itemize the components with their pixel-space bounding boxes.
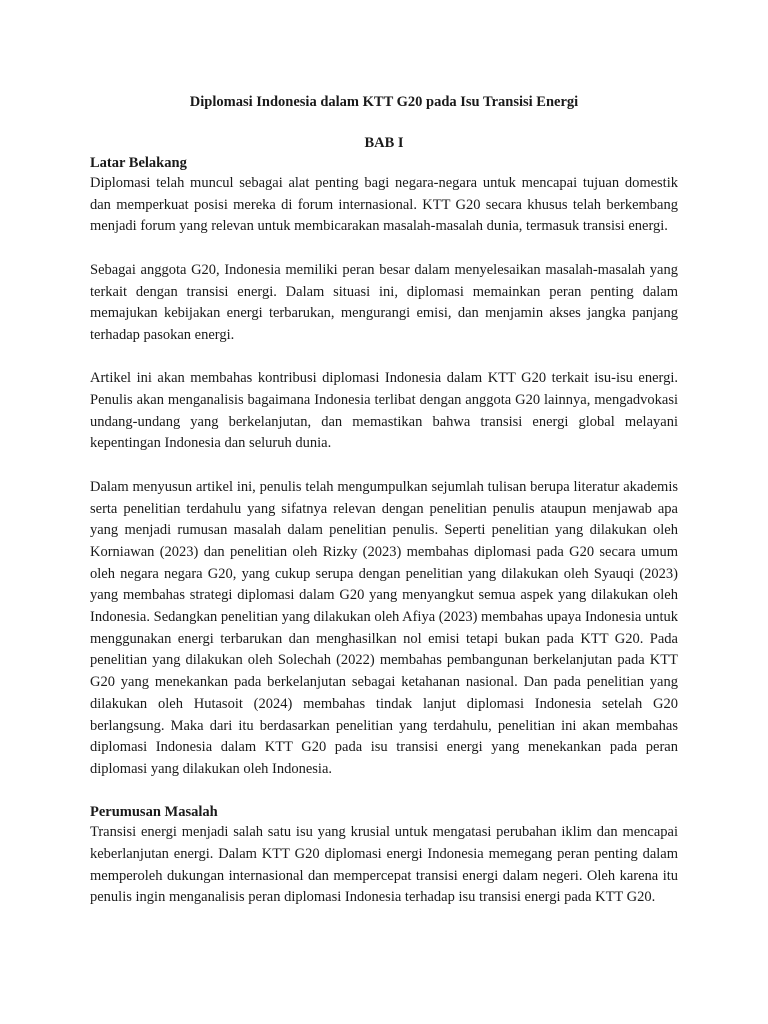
section-perumusan-masalah	[90, 802, 678, 909]
paragraph: Artikel ini akan membahas kontribusi diplomasi Indonesia dalam KTT G20 terkait isu-isu energi. Penulis akan menganalisis bagaimana Indonesia terlibat dengan anggota G20 lainnya, mengadvokasi undang-undang yang berkelanjutan, dan memastikan bahwa transisi energi global melayani kepentingan Indonesia dan seluruh dunia.	[90, 370, 678, 452]
section-heading: Perumusan Masalah	[90, 804, 218, 821]
document-page	[90, 92, 678, 909]
paragraph-spacer	[90, 238, 678, 260]
section-latar-belakang	[90, 153, 678, 781]
document-title: Diplomasi Indonesia dalam KTT G20 pada Isu Transisi Energi	[189, 94, 579, 110]
paragraph: Transisi energi menjadi salah satu isu yang krusial untuk mengatasi perubahan iklim dan mencapai keberlanjutan energi. Dalam KTT G20 diplomasi energi Indonesia memegang peran penting dalam memperoleh dukungan internasional dan mempercepat transisi energi dalam negeri. Oleh karena itu penulis ingin menganalisis peran diplomasi Indonesia terhadap isu transisi energi pada KTT G20.	[90, 824, 678, 906]
paragraph-spacer	[90, 455, 678, 477]
paragraph: Diplomasi telah muncul sebagai alat penting bagi negara-negara untuk mencapai tujuan domestik dan memperkuat posisi mereka di forum internasional. KTT G20 secara khusus telah berkembang menjadi forum yang relevan untuk membicarakan masalah-masalah dunia, termasuk transisi energi.	[90, 175, 678, 235]
paragraph: Sebagai anggota G20, Indonesia memiliki peran besar dalam menyelesaikan masalah-masalah yang terkait dengan transisi energi. Dalam situasi ini, diplomasi memainkan peran penting dalam memajukan kebijakan energi terbarukan, mengurangi emisi, dan menjamin akses jangka panjang terhadap pasokan energi.	[90, 261, 678, 343]
section-heading: Latar Belakang	[90, 155, 187, 171]
paragraph: Dalam menyusun artikel ini, penulis telah mengumpulkan sejumlah tulisan berupa literatur akademis serta penelitian terdahulu yang sifatnya relevan dengan penelitian penulis ataupun menjawab apa yang menjadi rumusan masalah dalam penelitian penulis. Seperti penelitian yang dilakukan oleh Korniawan (2023) dan penelitian oleh Rizky (2023) membahas diplomasi pada G20 secara umum oleh negara negara G20, yang cukup serupa dengan penelitian yang dilakukan oleh Syauqi (2023) yang membahas strategi diplomasi dalam G20 yang menyangkut semua aspek yang dilakukan oleh Indonesia. Sedangkan penelitian yang dilakukan oleh Afiya (2023) membahas upaya Indonesia untuk menggunakan energi terbarukan dan menghasilkan nol emisi tetapi bukan pada KTT G20. Pada penelitian yang dilakukan oleh Solechah (2022) membahas pembangunan berkelanjutan pada KTT G20 yang menekankan pada berkelanjutan sebagai ketahanan nasional. Dan pada penelitian yang dilakukan oleh Hutasoit (2024) membahas tindak lanjut diplomasi Indonesia setelah G20 berlangsung. Maka dari itu berdasarkan penelitian yang terdahulu, penelitian ini akan membahas diplomasi Indonesia dalam KTT G20 pada isu transisi energi yang menekankan pada peran diplomasi yang dilakukan oleh Indonesia.	[90, 478, 678, 777]
chapter-heading: BAB I	[364, 135, 404, 151]
paragraph-spacer	[90, 347, 678, 369]
